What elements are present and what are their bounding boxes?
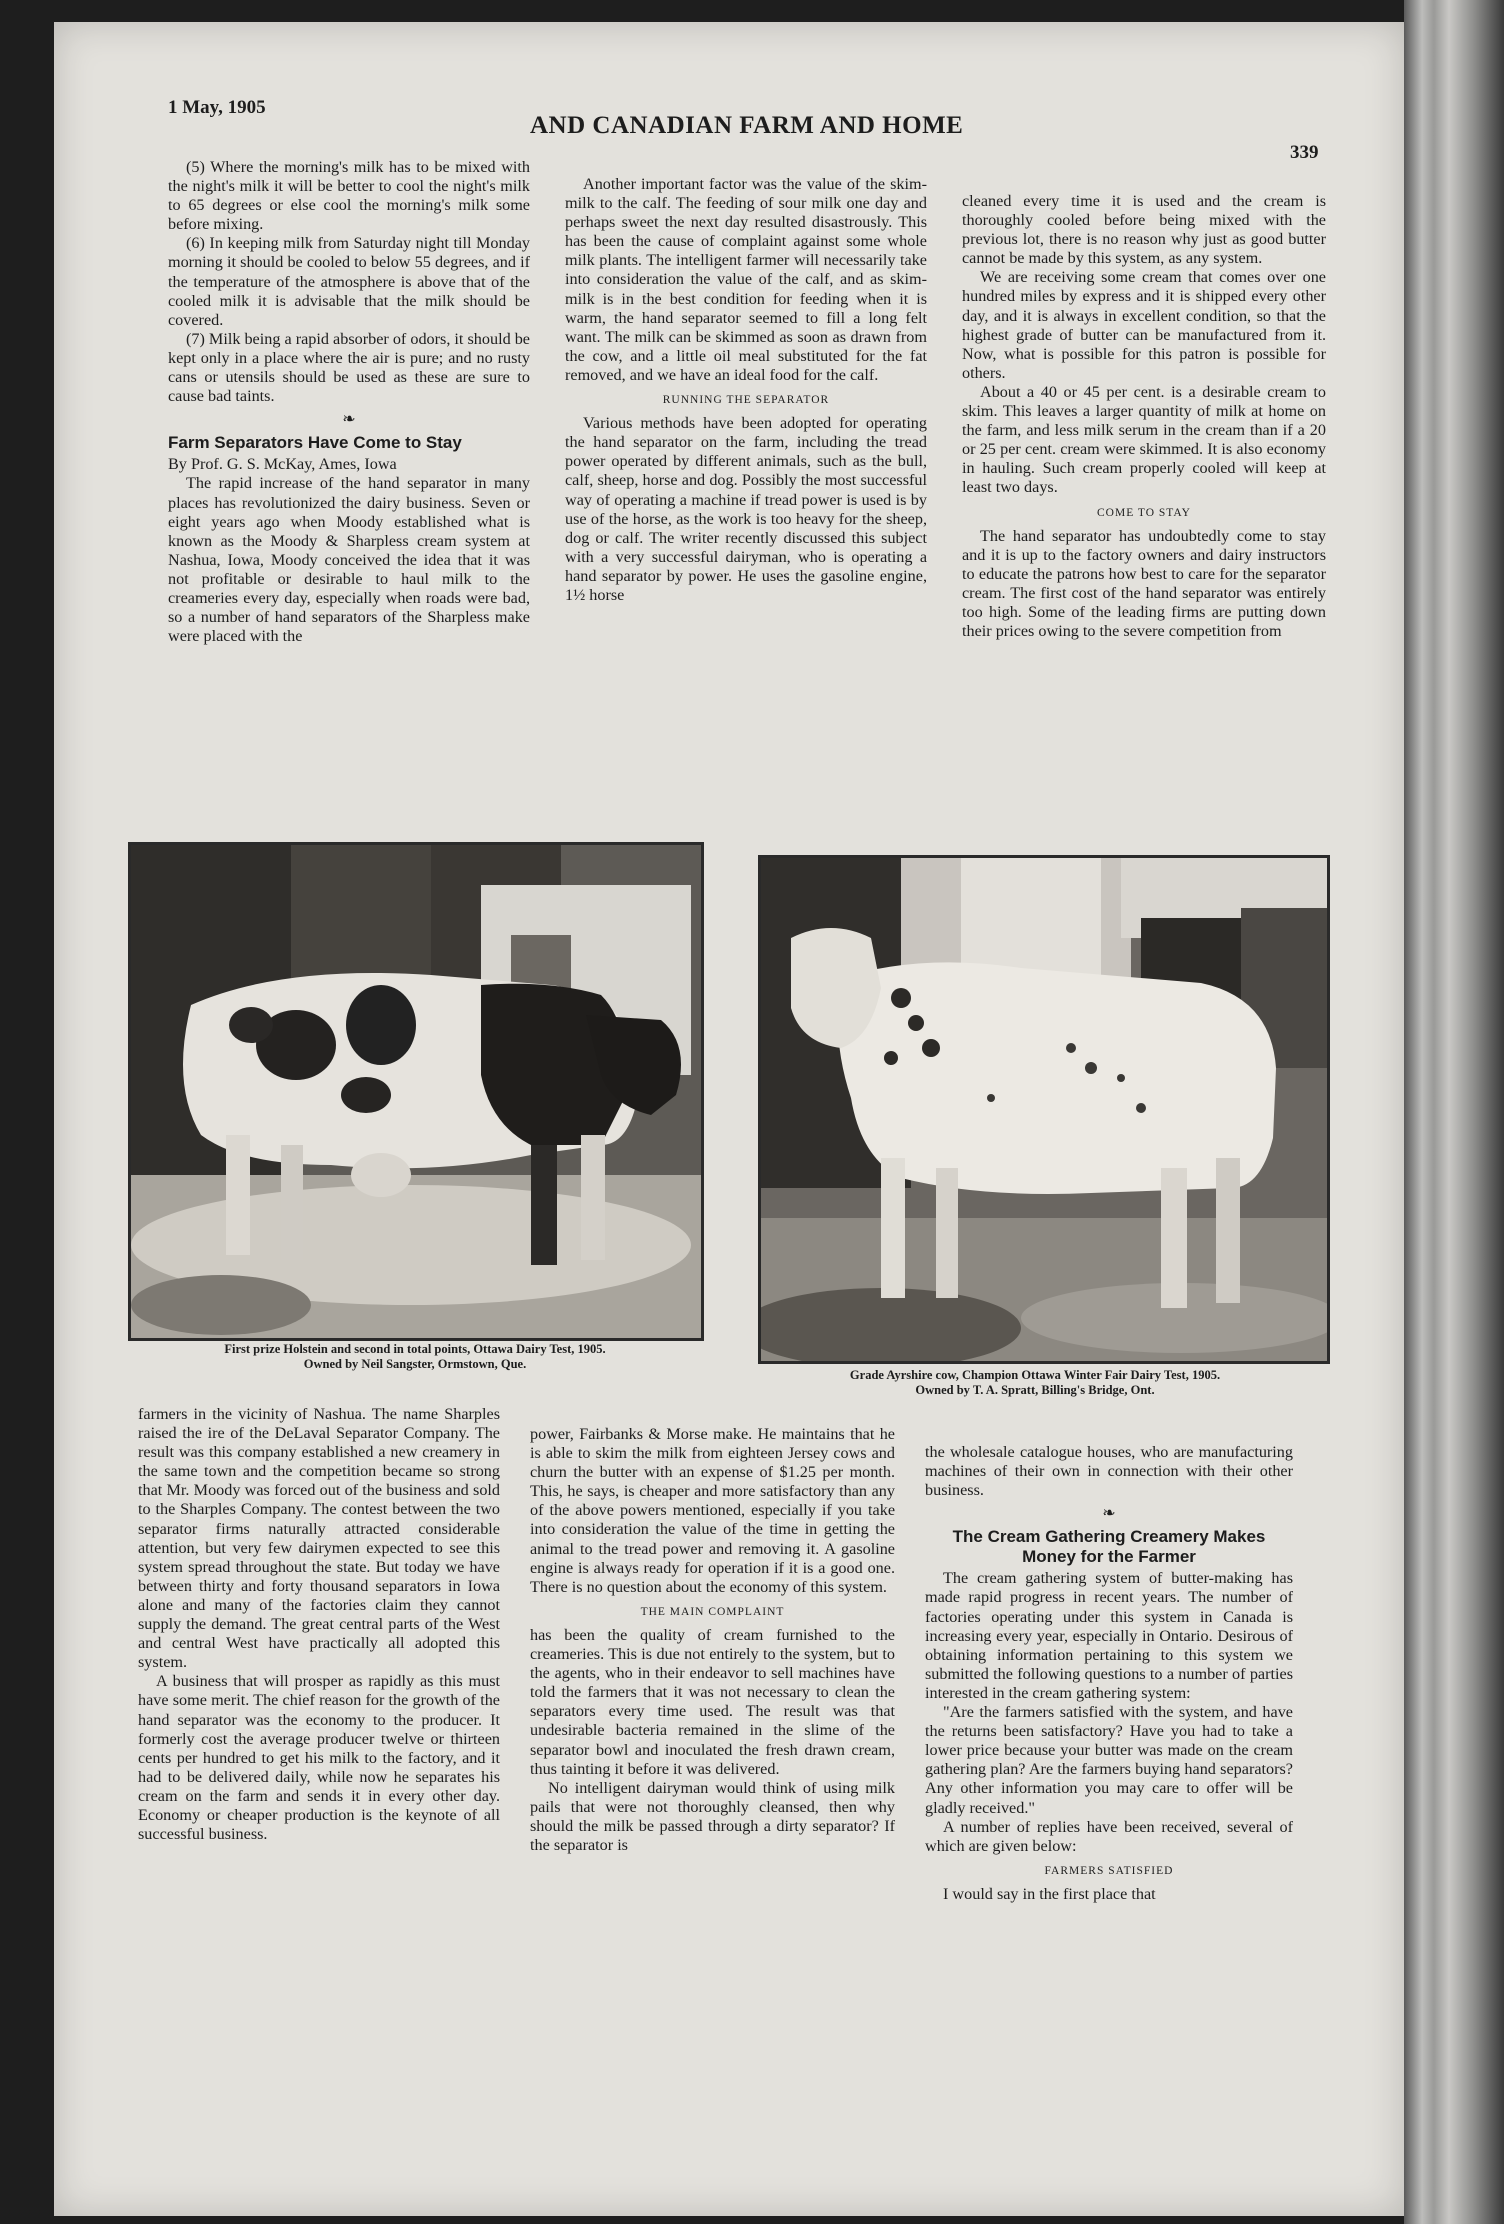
ornament-icon: ❧ <box>342 411 356 429</box>
column-2-bottom <box>530 1425 895 1855</box>
paragraph: A business that will prosper as rapidly as this must have some merit. The chief reason for the growth of the hand separator was the economy to the producer. It formerly cost the average producer twelve or thirteen cents per hundred to get his milk to the factory, and it had to be delivered daily, while now he separates his cream on the farm and sends it in every other day. Economy or cheaper production is the keynote of all successful business. <box>138 1672 500 1844</box>
column-2-top <box>565 175 927 605</box>
paragraph: the wholesale catalogue houses, who are manufacturing machines of their own in connection with their other business. <box>925 1443 1293 1500</box>
byline: By Prof. G. S. McKay, Ames, Iowa <box>168 455 397 474</box>
paragraph: I would say in the first place that <box>943 1884 1156 1903</box>
column-3-top <box>962 192 1326 641</box>
article-heading: Farm Separators Have Come to Stay <box>168 433 462 453</box>
paragraph: The hand separator has undoubtedly come to stay and it is up to the factory owners and dairy instructors to educate the patrons how best to care for the separator cream. The first cost of the hand separator was entirely too high. Some of the leading firms are putting down their prices owing to the severe competition from <box>962 526 1326 641</box>
section-subhead: FARMERS SATISFIED <box>1044 1864 1174 1877</box>
paragraph: has been the quality of cream furnished to the creameries. This is due not entirely to the system, but to the agents, who in their endeavor to sell machines have told the farmers that it was not necessary to clean the separators every time used. The result was that undesirable bacteria remained in the slime of the separator bowl and inoculated the fresh drawn cream, thus tainting it before it was delivered. <box>530 1625 895 1778</box>
page-number: 339 <box>1290 142 1319 163</box>
paragraph: cleaned every time it is used and the cream is thoroughly cooled before being mixed with the previous lot, there is no reason why just as good butter cannot be made by this system, as any system. <box>962 192 1326 268</box>
photo-caption-right <box>740 1368 1330 1398</box>
section-subhead: RUNNING THE SEPARATOR <box>662 394 830 407</box>
photo-caption-left <box>130 1342 700 1372</box>
caption-line: Grade Ayrshire cow, Champion Ottawa Winter Fair Dairy Test, 1905. <box>849 1368 1221 1382</box>
running-title: AND CANADIAN FARM AND HOME <box>530 112 964 139</box>
paragraph: The rapid increase of the hand separator in many places has revolutionized the dairy business. Seven or eight years ago when Moody established what is known as the Moody & Sharpless cream system at Nashua, Iowa, Moody conceived the idea that it was not profitable or desirable to haul milk to the creameries every day, especially when roads were bad, so a number of hand separators of the Sharpless make were placed with the <box>168 474 530 646</box>
ayrshire-cow-photo <box>758 855 1330 1364</box>
paragraph: We are receiving some cream that comes over one hundred miles by express and it is shipped every other day, and it is always in excellent condition, so that the highest grade of butter can be manufactured from it. Now, what is possible for this patron is possible for others. <box>962 268 1326 382</box>
paragraph: The cream gathering system of butter-making has made rapid progress in recent years. The number of factories operating under this system in Canada is increasing every year, especially in Ontario. Desirous of obtaining information pertaining to this system we submitted the following questions to a number of parties interested in the cream gathering system: <box>925 1569 1293 1702</box>
paragraph: Various methods have been adopted for operating the hand separator on the farm, including the tread power operated by different animals, such as the bull, calf, sheep, horse and dog. Possibly the most successful way of operating a machine if tread power is used is by use of the horse, as the work is too heavy for the sheep, dog or calf. The writer recently discussed this subject with a very successful dairyman, who is operating a hand separator by power. He uses the gasoline engine, 1½ horse <box>565 414 927 604</box>
issue-date: 1 May, 1905 <box>168 97 266 118</box>
column-1-bottom <box>138 1405 500 1844</box>
paragraph: About a 40 or 45 per cent. is a desirable cream to skim. This leaves a larger quantity of milk at home on the farm, and less milk serum in the cream than if a 20 or 25 per cent. cream were skimmed. It is also economy in hauling. Such cream properly cooled will keep at least two days. <box>962 382 1326 497</box>
paragraph: (5) Where the morning's milk has to be mixed with the night's milk it will be better to cool the night's milk to 65 degrees or else cool the morning's milk some before mixing. <box>168 158 530 234</box>
ayrshire-cow-image <box>761 858 1327 1361</box>
article-heading: The Cream Gathering Creamery Makes Money for the Farmer <box>952 1527 1266 1567</box>
caption-line: Owned by Neil Sangster, Ormstown, Que. <box>303 1357 527 1371</box>
caption-line: First prize Holstein and second in total points, Ottawa Dairy Test, 1905. <box>224 1342 606 1356</box>
holstein-cow-photo <box>128 842 704 1341</box>
paragraph: (7) Milk being a rapid absorber of odors, it should be kept only in a place where the air is pure; and no rusty cans or utensils should be used as these are sure to cause bad taints. <box>168 329 530 406</box>
book-spine <box>1404 0 1504 2224</box>
paragraph: "Are the farmers satisfied with the system, and have the returns been satisfactory? Have you had to take a lower price because your butter was made on the cream gathering plan? Are the farmers buying hand separators? Any other information you may care to offer will be gladly received." <box>925 1703 1293 1817</box>
paragraph: Another important factor was the value of the skim-milk to the calf. The feeding of sour milk one day and perhaps sweet the next day resulted disastrously. This has been the cause of complaint against some whole milk plants. The intelligent farmer will necessarily take into consideration the value of the calf, and as skim-milk is in the best condition for feeding when it is warm, the hand separator seemed to fill a long felt want. The milk can be skimmed as soon as drawn from the cow, and a little oil meal substituted for the fat removed, and we have an ideal food for the calf. <box>565 175 927 384</box>
caption-line: Owned by T. A. Spratt, Billing's Bridge, Ont. <box>915 1383 1155 1397</box>
column-3-bottom <box>925 1443 1293 1904</box>
section-subhead: THE MAIN COMPLAINT <box>640 1605 785 1618</box>
paragraph: No intelligent dairyman would think of using milk pails that were not thoroughly cleansed, then why should the milk be passed through a dirty separator? If the separator is <box>530 1778 895 1854</box>
paragraph: farmers in the vicinity of Nashua. The name Sharples raised the ire of the DeLaval Separator Company. The result was this company established a new creamery in the same town and the competition became so strong that Mr. Moody was forced out of the business and sold to the Sharples Company. The contest between the two separator firms naturally attracted considerable attention, but very few dairymen expected to see this system spread throughout the state. But today we have between thirty and forty thousand separators in Iowa alone and many of the factories claim they cannot supply the demand. The great central parts of the West and central West have practically all adopted this system. <box>138 1405 500 1672</box>
ornament-icon: ❧ <box>1102 1505 1116 1523</box>
paragraph: (6) In keeping milk from Saturday night till Monday morning it should be cooled to below 55 degrees, and if the temperature of the atmosphere is above that of the cooled milk it is advisable that the milk should be covered. <box>168 234 530 329</box>
paragraph: power, Fairbanks & Morse make. He maintains that he is able to skim the milk from eighteen Jersey cows and churn the butter with an expense of $1.25 per month. This, he says, is cheaper and more satisfactory than any of the above powers mentioned, especially if you take into consideration the value of the time in getting the animal to the tread power and removing it. A gasoline engine is always ready for operation if it is a good one. There is no question about the economy of this system. <box>530 1425 895 1596</box>
paragraph: A number of replies have been received, several of which are given below: <box>925 1817 1293 1855</box>
holstein-cow-image <box>131 845 701 1338</box>
section-subhead: COME TO STAY <box>1097 506 1191 519</box>
column-1-top <box>168 158 530 646</box>
